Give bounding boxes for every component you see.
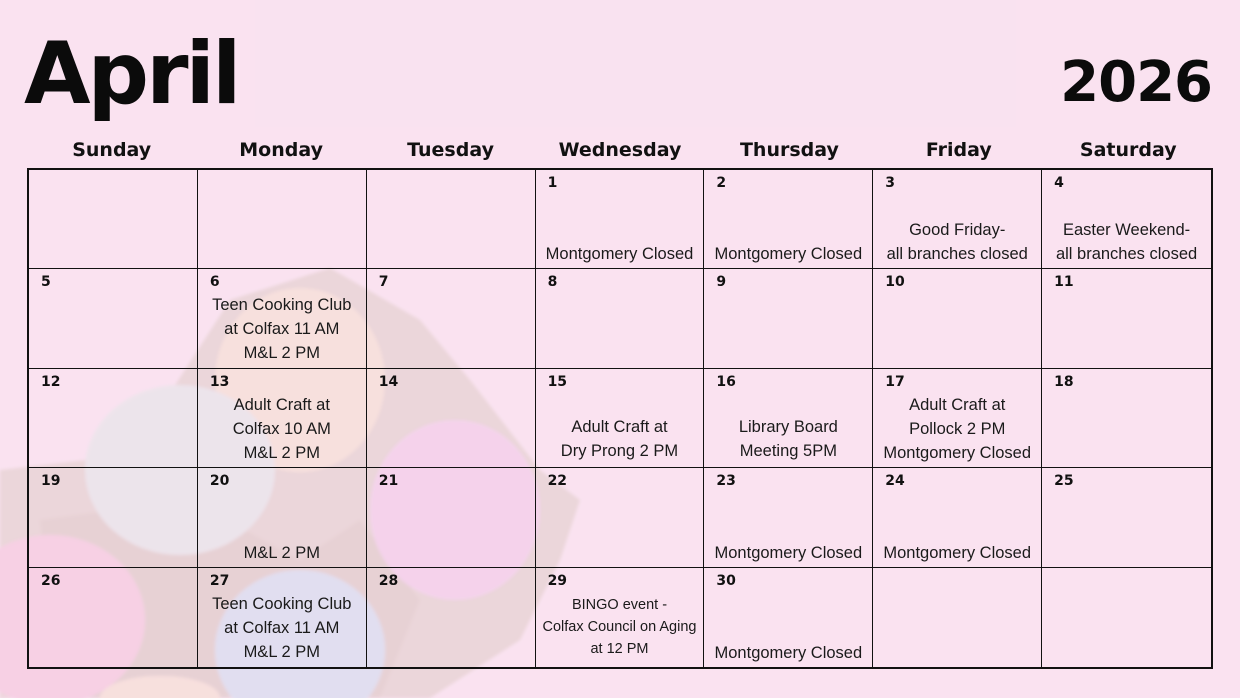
event-line: at Colfax 11 AM — [224, 618, 340, 637]
day-number: 27 — [209, 572, 230, 589]
day-cell-3[interactable] — [873, 170, 1042, 269]
day-cell-23[interactable] — [704, 468, 873, 567]
day-cell-5[interactable] — [29, 269, 198, 368]
day-cell-4[interactable] — [1042, 170, 1211, 269]
day-cell-24[interactable] — [873, 468, 1042, 567]
weekday-friday: Friday — [925, 139, 992, 161]
day-number: 10 — [885, 274, 905, 291]
day-number: 12 — [41, 373, 61, 390]
day-number: 14 — [378, 373, 399, 390]
day-cell-12[interactable] — [29, 369, 198, 468]
day-number: 25 — [1054, 473, 1074, 490]
day-cell-15[interactable] — [536, 369, 705, 468]
day-events — [198, 393, 366, 465]
event-line: M&L 2 PM — [243, 344, 320, 363]
day-cell-empty — [367, 170, 536, 269]
day-events — [198, 592, 366, 664]
event-line: Dry Prong 2 PM — [560, 441, 679, 460]
event-line: Teen Cooking Club — [212, 594, 352, 613]
day-cell-8[interactable] — [536, 269, 705, 368]
event-line: at 12 PM — [590, 640, 649, 657]
day-cell-30[interactable] — [704, 568, 873, 667]
day-cell-empty — [1042, 568, 1211, 667]
event-line: Pollock 2 PM — [909, 419, 1006, 438]
event-line: Adult Craft at — [909, 395, 1006, 414]
day-events — [704, 242, 872, 266]
day-events — [873, 218, 1041, 266]
event-line: all branches closed — [1055, 245, 1198, 264]
event-line: M&L 2 PM — [243, 443, 320, 462]
day-number: 8 — [547, 274, 558, 291]
day-number: 19 — [41, 473, 61, 490]
event-line: Montgomery Closed — [714, 245, 863, 264]
day-events — [704, 415, 872, 463]
day-number: 3 — [885, 175, 896, 191]
day-number: 28 — [378, 572, 399, 589]
event-line: Montgomery Closed — [883, 443, 1032, 462]
day-cell-25[interactable] — [1042, 468, 1211, 567]
event-line: Adult Craft at — [233, 395, 330, 414]
day-cell-17[interactable] — [873, 369, 1042, 468]
day-cell-21[interactable] — [367, 468, 536, 567]
day-number: 16 — [716, 373, 736, 390]
day-cell-9[interactable] — [704, 269, 873, 368]
event-line: M&L 2 PM — [243, 642, 320, 661]
day-events — [704, 641, 872, 665]
weekday-thursday: Thursday — [739, 139, 839, 161]
day-number: 11 — [1054, 274, 1074, 291]
event-line: Teen Cooking Club — [212, 296, 352, 315]
event-line: Montgomery Closed — [714, 543, 863, 562]
day-cell-20[interactable] — [198, 468, 367, 567]
event-line: Adult Craft at — [571, 417, 668, 436]
day-cell-11[interactable] — [1042, 269, 1211, 368]
day-cell-empty — [873, 568, 1042, 667]
day-number: 21 — [378, 473, 399, 490]
day-number: 30 — [716, 572, 736, 589]
day-cell-28[interactable] — [367, 568, 536, 667]
event-line: Colfax Council on Aging — [542, 618, 697, 635]
event-line: Easter Weekend- — [1062, 221, 1191, 240]
event-line: all branches closed — [886, 245, 1028, 264]
day-events — [198, 541, 366, 565]
day-number: 22 — [547, 473, 568, 490]
day-number: 4 — [1054, 175, 1064, 191]
day-cell-13[interactable] — [198, 369, 367, 468]
day-number: 23 — [716, 473, 736, 490]
event-line: Montgomery Closed — [545, 245, 694, 264]
day-events — [1042, 218, 1211, 266]
event-line: Colfax 10 AM — [232, 419, 331, 438]
day-cell-empty — [29, 170, 198, 269]
weekday-tuesday: Tuesday — [407, 139, 494, 161]
day-cell-7[interactable] — [367, 269, 536, 368]
day-cell-14[interactable] — [367, 369, 536, 468]
event-line: M&L 2 PM — [243, 543, 320, 562]
day-number: 18 — [1054, 373, 1074, 390]
month-title: April — [24, 24, 239, 124]
day-events — [536, 415, 704, 463]
day-number: 13 — [209, 373, 230, 390]
day-events — [536, 594, 704, 660]
day-number: 24 — [885, 473, 905, 490]
event-line: Montgomery Closed — [883, 543, 1032, 562]
day-number: 6 — [209, 274, 220, 291]
day-number: 5 — [41, 274, 51, 291]
weekday-monday: Monday — [239, 139, 323, 161]
day-cell-2[interactable] — [704, 170, 873, 269]
event-line: Montgomery Closed — [714, 644, 863, 662]
event-line: Library Board — [738, 417, 838, 436]
day-number: 26 — [41, 572, 61, 589]
day-cell-22[interactable] — [536, 468, 705, 567]
day-cell-19[interactable] — [29, 468, 198, 567]
weekday-sunday: Sunday — [72, 139, 152, 161]
day-events — [704, 541, 872, 565]
event-line: BINGO event - — [571, 596, 668, 613]
day-number: 17 — [885, 373, 905, 390]
event-line: Good Friday- — [909, 221, 1006, 240]
year-title: 2026 — [1060, 50, 1212, 115]
day-cell-26[interactable] — [29, 568, 198, 667]
calendar-grid — [27, 168, 1213, 669]
weekday-saturday: Saturday — [1079, 139, 1177, 161]
event-line: at Colfax 11 AM — [224, 320, 340, 339]
day-cell-18[interactable] — [1042, 369, 1211, 468]
day-number: 2 — [716, 175, 727, 191]
day-cell-6[interactable] — [198, 269, 367, 368]
day-number: 20 — [209, 473, 230, 490]
day-cell-29[interactable] — [536, 568, 705, 667]
day-cell-1[interactable] — [536, 170, 705, 269]
day-cell-empty — [198, 170, 367, 269]
day-number: 29 — [547, 572, 568, 589]
day-number: 1 — [547, 175, 558, 191]
day-cell-27[interactable] — [198, 568, 367, 667]
day-events — [536, 242, 704, 266]
day-events — [198, 293, 366, 365]
day-number: 9 — [716, 274, 727, 291]
day-cell-16[interactable] — [704, 369, 873, 468]
weekday-header-row — [27, 136, 1213, 164]
day-number: 7 — [378, 274, 389, 291]
day-number: 15 — [547, 373, 568, 390]
event-line: Meeting 5PM — [739, 441, 837, 460]
day-cell-10[interactable] — [873, 269, 1042, 368]
weekday-wednesday: Wednesday — [558, 139, 682, 161]
day-events — [873, 393, 1041, 465]
day-events — [873, 541, 1041, 565]
